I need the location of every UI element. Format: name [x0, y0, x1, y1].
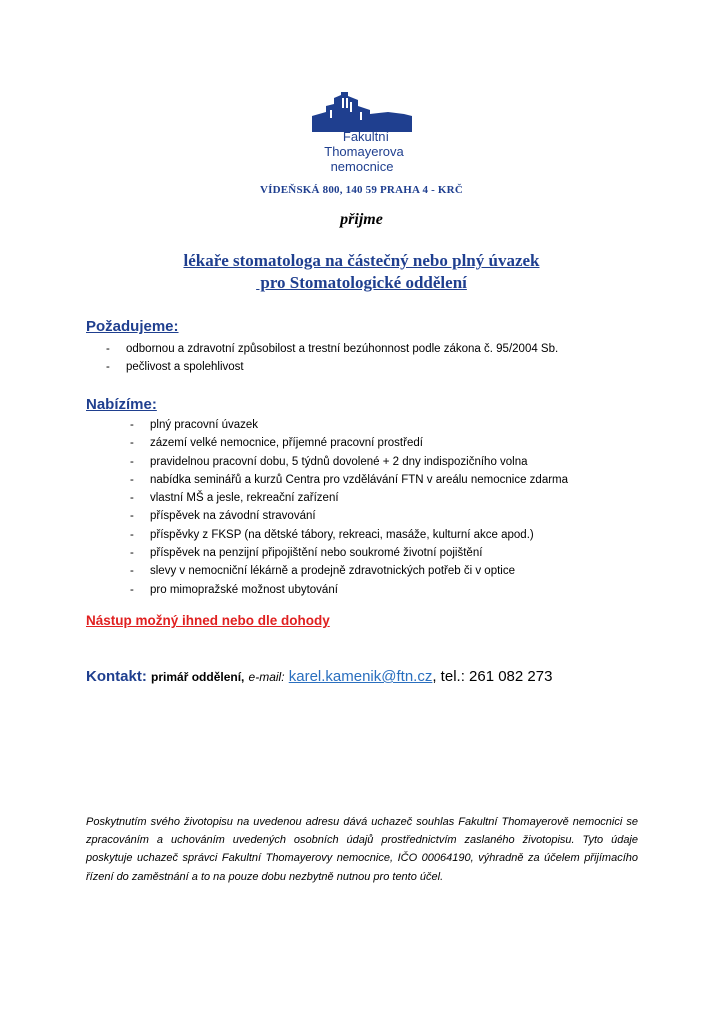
list-item-text: nabídka seminářů a kurzů Centra pro vzdělávání FTN v areálu nemocnice zdarma	[150, 473, 569, 486]
list-item: - pečlivost a spolehlivost	[106, 361, 244, 374]
email-link[interactable]: karel.kamenik@ftn.cz	[288, 668, 433, 685]
list-item-text: odbornou a zdravotní způsobilost a trestní bezúhonnost podle zákona č. 95/2004 Sb.	[126, 343, 559, 355]
phone-text: , tel.: 261 082 273	[432, 668, 553, 685]
job-title-line2: pro Stomatologické oddělení	[256, 273, 467, 292]
list-item: - nabídka seminářů a kurzů Centra pro vzdělávání FTN v areálu nemocnice zdarma	[130, 473, 569, 486]
list-item-text: vlastní MŠ a jesle, rekreační zařízení	[150, 492, 339, 505]
requirements-heading: Požadujeme:	[86, 318, 179, 335]
contact-line	[86, 668, 552, 685]
hospital-address: VÍDEŇSKÁ 800, 140 59 PRAHA 4 - KRČ	[260, 184, 463, 196]
list-item: - plný pracovní úvazek	[130, 419, 259, 431]
list-item-text: příspěvky z FKSP (na dětské tábory, rekreaci, masáže, kulturní akce apod.)	[150, 528, 534, 541]
hospital-logo	[308, 92, 416, 184]
list-item-text: pečlivost a spolehlivost	[126, 361, 244, 374]
privacy-notice: Poskytnutím svého životopisu na uvedenou adresu dává uchazeč souhlas Fakultní Thomayerově nemocnici se zpracováním a uchováním uvedených osobních údajů prostřednictvím zaslaného životopisu. Tyto údaje poskytuje uchazeč správci Fakultní Thomayerovy nemocnice, IČO 00064190, výhradně za účelem přijímacího řízení do zaměstnání a to na pouze dobu nezbytně nutnou pro tento účel.	[86, 816, 638, 883]
list-item-text: plný pracovní úvazek	[150, 419, 259, 431]
email-label: e-mail:	[248, 670, 285, 684]
list-item: - příspěvek na penzijní připojištění nebo soukromé životní pojištění	[130, 547, 483, 560]
list-item-text: pravidelnou pracovní dobu, 5 týdnů dovolené + 2 dny indispozičního volna	[150, 455, 528, 468]
list-item: - pro mimopražské možnost ubytování	[130, 583, 338, 596]
list-item: - příspěvek na závodní stravování	[130, 510, 316, 523]
list-item: - slevy v nemocniční lékárně a prodejně zdravotnických potřeb či v optice	[130, 565, 515, 578]
list-item-text: příspěvek na penzijní připojištění nebo soukromé životní pojištění	[150, 547, 483, 560]
contact-label: Kontakt	[86, 668, 142, 685]
list-item: - vlastní MŠ a jesle, rekreační zařízení	[130, 492, 339, 505]
list-item-text: pro mimopražské možnost ubytování	[150, 583, 338, 596]
logo-text-line3: nemocnice	[330, 159, 394, 174]
logo-text-line2: Thomayerova	[324, 144, 404, 159]
logo-text-line1: Fakultní	[342, 129, 390, 144]
start-date-note: Nástup možný ihned nebo dle dohody	[86, 613, 330, 628]
offers-list	[130, 416, 569, 599]
building-logo-icon	[308, 92, 416, 132]
offers-heading: Nabízíme:	[86, 396, 157, 413]
list-item: - příspěvky z FKSP (na dětské tábory, rekreaci, masáže, kulturní akce apod.)	[130, 528, 534, 541]
list-item-text: zázemí velké nemocnice, příjemné pracovní prostředí	[150, 437, 423, 450]
list-item-text: slevy v nemocniční lékárně a prodejně zdravotnických potřeb či v optice	[150, 565, 515, 578]
list-item: - pravidelnou pracovní dobu, 5 týdnů dovolené + 2 dny indispozičního volna	[130, 455, 528, 468]
hires-label: přijme	[340, 211, 383, 228]
contact-colon: :	[141, 668, 147, 685]
contact-role: primář oddělení,	[151, 670, 245, 684]
list-item: - odbornou a zdravotní způsobilost a trestní bezúhonnost podle zákona č. 95/2004 Sb.	[106, 343, 559, 355]
job-title	[0, 250, 723, 294]
job-title-line1: lékaře stomatologa na částečný nebo plný úvazek	[183, 251, 540, 270]
requirements-list	[106, 340, 559, 377]
list-item-text: příspěvek na závodní stravování	[150, 510, 316, 523]
list-item: - zázemí velké nemocnice, příjemné pracovní prostředí	[130, 437, 423, 450]
